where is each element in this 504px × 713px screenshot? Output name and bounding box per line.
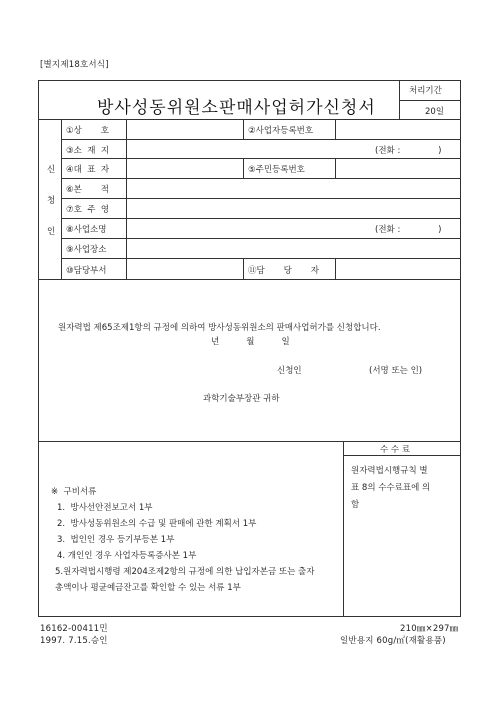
approval-date: 1997. 7.15.승인 [40, 636, 108, 646]
document-item: 1. 방사선안전보고서 1부 [57, 503, 153, 513]
domicile-label: ⑥본 적 [66, 185, 109, 195]
document-item: 4. 개인인 경우 사업자등록증사본 1부 [57, 551, 197, 561]
office-name-label: ⑧사업소명 [66, 225, 107, 235]
representative-label: ④대 표 자 [66, 165, 110, 175]
document-item: 5.원자력법시행령 제204조제2항의 규정에 의한 납입자본금 또는 출자 [55, 567, 315, 577]
fee-text-3: 함 [351, 500, 360, 510]
person-in-charge-label: ⑪담 당 자 [248, 266, 319, 276]
date-line: 년 월 일 [211, 337, 290, 347]
trade-name-label: ①상 호 [66, 126, 109, 136]
rep-address-label: ⑦호 주 영 [66, 205, 110, 215]
document-item: 2. 방사성동위원소의 수급 및 판매에 관한 계획서 1부 [57, 519, 257, 529]
fee-header: 수 수 료 [380, 445, 411, 455]
address-label: ③소 재 지 [66, 146, 110, 156]
document-item: 3. 법인인 경우 등기부등본 1부 [57, 535, 175, 545]
application-statement: 원자력법 제65조제1항의 규정에 의하여 방사성동위원소의 판매사업허가를 신청합니다. [58, 323, 381, 333]
form-code: 16162-00411민 [40, 624, 108, 634]
applicant-side-label-2: 청 [47, 196, 56, 206]
signature-note: (서명 또는 인) [369, 366, 423, 376]
fee-text-2: 표 8의 수수료표에 의 [351, 483, 431, 493]
office-phone-label: (전화 : ) [375, 225, 442, 235]
applicant-side-label-1: 신 [47, 165, 56, 175]
addressee: 과학기술부장관 귀하 [203, 394, 280, 404]
paper-size: 210㎜×297㎜ [400, 624, 459, 634]
documents-header: ※ 구비서류 [51, 487, 97, 497]
business-reg-no-label: ②사업자등록번호 [248, 126, 314, 136]
application-form [38, 80, 461, 617]
department-label: ⑩담당부서 [66, 266, 107, 276]
resident-no-label: ⑤주민등록번호 [248, 165, 305, 175]
document-item: 총액이나 평균예금잔고를 확인할 수 있는 서류 1부 [55, 583, 241, 593]
processing-label: 처리기간 [409, 86, 442, 96]
processing-value: 20일 [425, 107, 445, 117]
fee-text-1: 원자력법시행규칙 별 [351, 466, 428, 476]
form-title: 방사성동위원소판매사업허가신청서 [97, 98, 376, 118]
address-phone-label: (전화 : ) [375, 146, 442, 156]
applicant-signature-label: 신청인 [277, 366, 302, 376]
paper-type: 일반용지 60g/㎡(재활용품) [340, 636, 446, 646]
office-location-label: ⑨사업장소 [66, 245, 107, 255]
applicant-side-label-3: 인 [47, 227, 56, 237]
form-number: [별지제18호서식] [40, 60, 109, 70]
